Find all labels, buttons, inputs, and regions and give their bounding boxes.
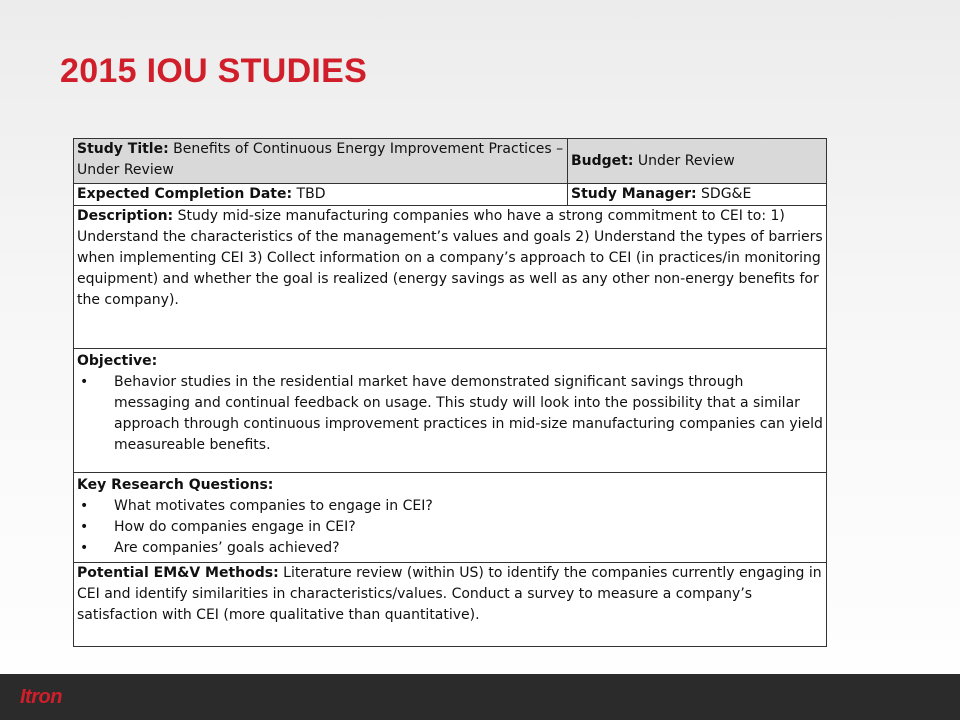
completion-date-value: TBD [292,186,326,202]
list-item [77,496,823,517]
list-item [77,517,823,538]
footer-bar [0,674,960,720]
bullet-icon: • [80,519,89,535]
study-title-cell [74,139,568,184]
research-questions-cell [74,473,827,563]
study-manager-cell [568,184,827,206]
research-questions-list [77,496,823,559]
objective-cell [74,349,827,473]
bullet-icon: • [80,374,89,390]
question-text: How do companies engage in CEI? [114,519,356,535]
study-manager-value: SDG&E [696,186,752,202]
methods-value: Literature review (within US) to identify the companies currently engaging in CEI and identify similarities in characteristics/values. Conduct a survey to measure a company’s satisfaction with CEI (more qualitative than quantitative). [77,565,822,623]
description-label: Description: [77,208,174,224]
table-row [74,349,827,473]
bullet-icon: • [80,540,89,556]
completion-date-cell [74,184,568,206]
question-text: Are companies’ goals achieved? [114,540,340,556]
description-value: Study mid-size manufacturing companies who have a strong commitment to CEI to: 1) Understand the characteristics of the management’s values and goals 2) Understand the types of barriers when implementing CEI 3) Collect information on a company’s approach to CEI (in practices/in monitoring equipment) and whether the goal is realized (energy savings as well as any other non-energy benefits for the company). [77,208,823,308]
budget-cell [568,139,827,184]
question-text: What motivates companies to engage in CEI? [114,498,433,514]
study-manager-label: Study Manager: [571,186,697,202]
bullet-icon: • [80,498,89,514]
table-row [74,473,827,563]
methods-label: Potential EM&V Methods: [77,565,279,581]
itron-logo: Itron [20,686,62,708]
table-row [74,184,827,206]
completion-date-label: Expected Completion Date: [77,186,293,202]
study-title-label: Study Title: [77,141,169,157]
objective-list [77,372,823,456]
description-cell [74,206,827,349]
budget-label: Budget: [571,152,634,169]
table-row [74,563,827,647]
budget-value: Under Review [633,152,735,169]
study-title-value: Benefits of Continuous Energy Improvement Practices – Under Review [77,141,564,178]
research-questions-label: Key Research Questions: [77,477,274,493]
objective-item-text: Behavior studies in the residential market have demonstrated significant savings through messaging and continual feedback on usage. This study will look into the possibility that a similar approach through continuous improvement practices in mid-size manufacturing companies can yield measureable benefits. [114,374,823,453]
objective-label: Objective: [77,353,158,369]
table-row [74,206,827,349]
list-item [77,538,823,559]
list-item [77,372,823,456]
study-table [73,138,827,647]
table-row [74,139,827,184]
slide-title: 2015 IOU STUDIES [60,52,368,90]
methods-cell [74,563,827,647]
